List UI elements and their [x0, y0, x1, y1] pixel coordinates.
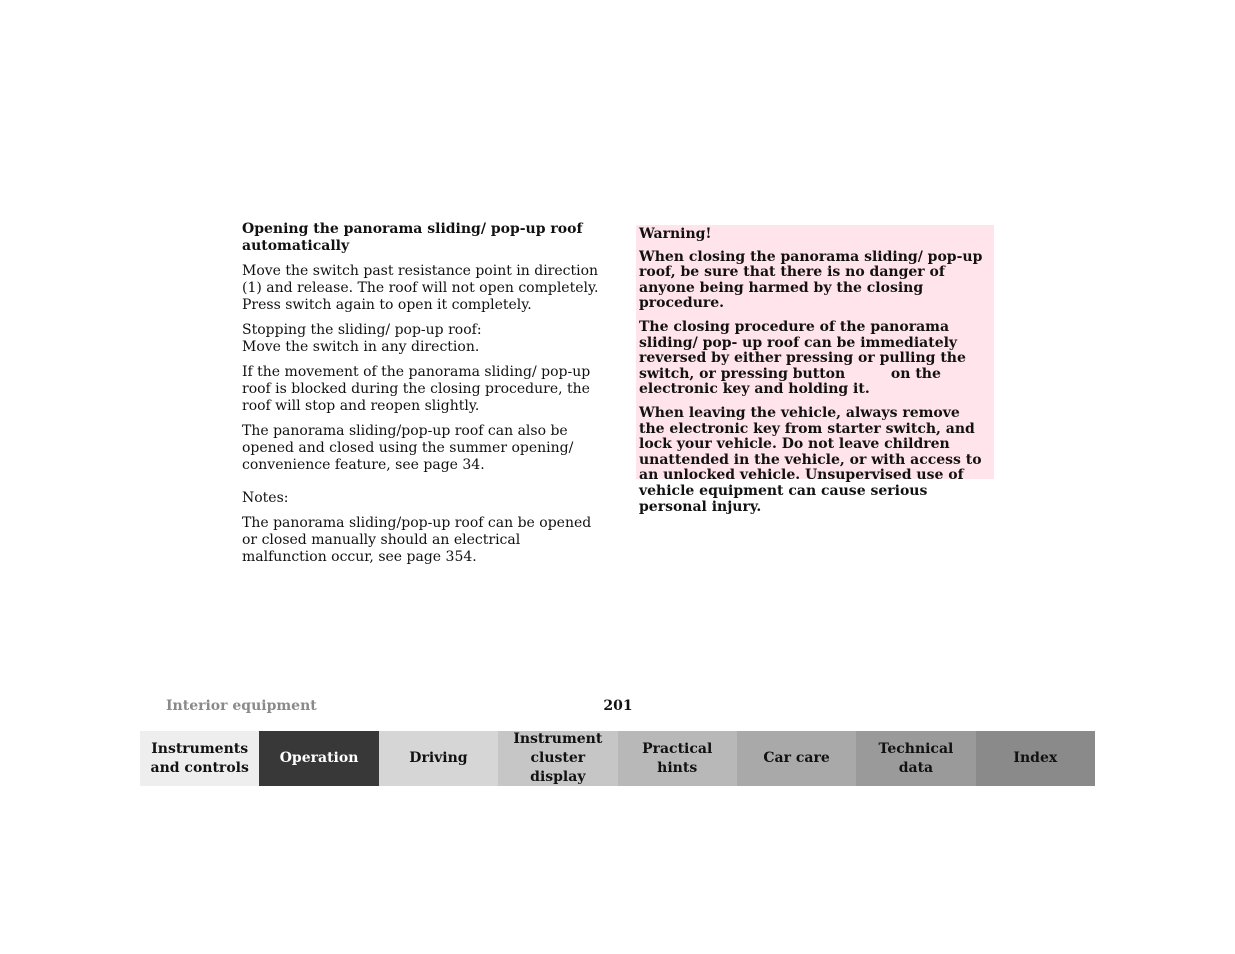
- stopping-label: Stopping the sliding/ pop-up roof:: [242, 322, 482, 338]
- tab-label: Practical hints: [642, 740, 713, 776]
- notes-label: Notes:: [242, 490, 289, 506]
- tab-technical-data[interactable]: [856, 731, 975, 786]
- main-text-column: [242, 221, 602, 574]
- tab-label: Index: [1013, 750, 1058, 766]
- paragraph-summer-opening: The panorama sliding/pop-up roof can also be opened and closed using the summer opening/ convenience feature, see page 34.: [242, 423, 574, 473]
- page-number: 201: [603, 698, 633, 714]
- tab-label-line2: data: [898, 759, 934, 776]
- warning-paragraph-leaving: When leaving the vehicle, always remove the electronic key from starter switch, and lock your vehicle. Do not leave children unattended in the vehicle, or with access to an unlocked vehicle. Unsupervised use of vehicle equipment can cause serious personal injury.: [639, 404, 982, 515]
- tab-index[interactable]: [976, 731, 1095, 786]
- tab-label-line1: Instruments: [151, 740, 249, 757]
- tab-practical-hints[interactable]: [618, 731, 737, 786]
- tab-label: Car care: [763, 750, 830, 766]
- warning-title: Warning!: [639, 226, 712, 242]
- warning-paragraph-closing: When closing the panorama sliding/ pop-up roof, be sure that there is no danger of anyone being harmed by the closing procedure.: [639, 248, 983, 312]
- tab-instrument-cluster-display[interactable]: [498, 731, 617, 786]
- tab-label: Driving: [409, 750, 468, 766]
- tab-label-line1: Technical: [878, 740, 954, 757]
- warning-reverse-text: The closing procedure of the panorama sliding/ pop- up roof can be immediately reversed by either pressing or pulling the switch, or pressing button: [639, 318, 966, 382]
- section-heading: Opening the panorama sliding/ pop-up roof automatically: [242, 221, 583, 254]
- tab-label-line2: and controls: [150, 759, 249, 776]
- tab-driving[interactable]: [379, 731, 498, 786]
- stopping-instruction: Move the switch in any direction.: [242, 339, 480, 355]
- tab-car-care[interactable]: [737, 731, 856, 786]
- chapter-nav-bar: [140, 731, 1095, 786]
- tab-label: Operation: [279, 750, 359, 766]
- warning-reverse-text-end: on the electronic key and holding it.: [639, 365, 941, 398]
- warning-paragraph-reverse: [639, 320, 988, 398]
- paragraph-blocked: If the movement of the panorama sliding/ pop-up roof is blocked during the closing procedure, the roof will stop and reopen slightly.: [242, 364, 591, 414]
- tab-operation[interactable]: [259, 731, 378, 786]
- footer-section-title: Interior equipment: [166, 698, 317, 714]
- warning-box: [636, 225, 994, 515]
- paragraph-manual-operation: The panorama sliding/pop-up roof can be opened or closed manually should an electrical malfunction occur, see page 354.: [242, 515, 592, 565]
- tab-instruments-and-controls[interactable]: [140, 731, 259, 786]
- tab-label-line2: cluster display: [530, 750, 586, 785]
- tab-label-line1: Instrument: [513, 731, 603, 747]
- paragraph-open-instructions: Move the switch past resistance point in direction (1) and release. The roof will not open completely. Press switch again to open it completely.: [242, 263, 599, 313]
- paragraph-stopping: [242, 322, 602, 356]
